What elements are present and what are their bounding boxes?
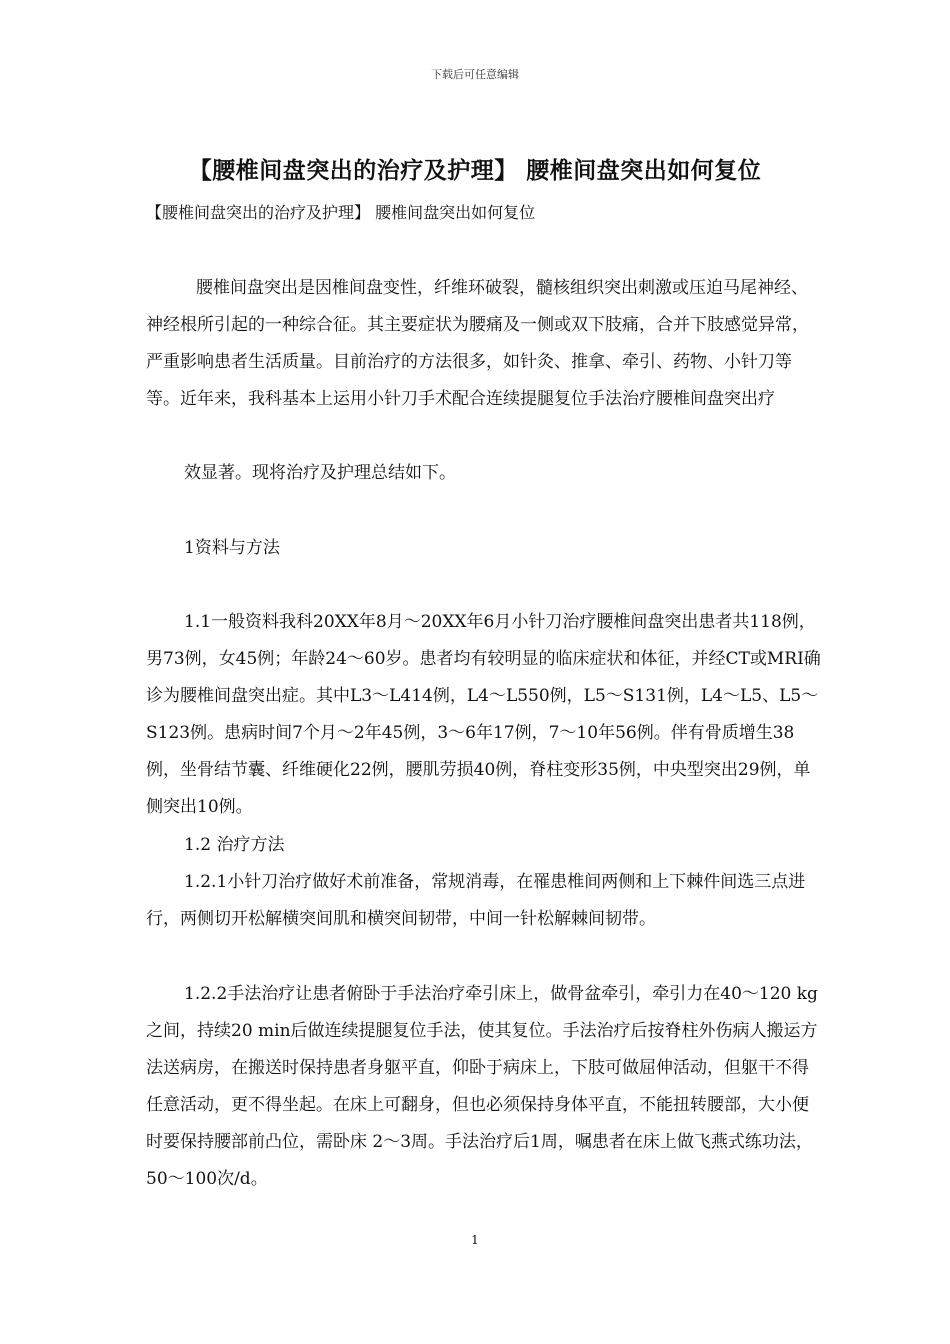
section-1-1-text: 1.1一般资料我科20XX年8月～20XX年6月小针刀治疗腰椎间盘突出患者共118例，男73例，女45例；年龄24～60岁。患者均有较明显的临床症状和体征，并经CT或MRI确诊为腰椎间盘突出症。其中L3～L414例，L4～L550例，L5～S131例，L4～L5、L5～S123例。患病时间7个月～2年45例，3～6年17例，7～10年56例。伴有骨质增生38例，坐骨结节囊、纤维硬化22例，腰肌劳损40例，脊柱变形35例，中央型突出29例，单侧突出10例。 <box>146 612 821 817</box>
section-1-1 <box>146 604 822 826</box>
header-note: 下载后可任意编辑 <box>431 68 519 81</box>
section-1-2-1-text: 1.2.1小针刀治疗做好术前准备，常规消毒，在罹患椎间两侧和上下棘件间选三点进行，两侧切开松解横突间肌和横突间韧带，中间一针松解棘间韧带。 <box>146 872 806 929</box>
page-number: 1 <box>471 1233 479 1247</box>
page-title: 【腰椎间盘突出的治疗及护理】 腰椎间盘突出如何复位 <box>188 158 762 184</box>
intro-text: 腰椎间盘突出是因椎间盘变性，纤维环破裂，髓核组织突出刺激或压迫马尾神经、神经根所引起的一种综合征。其主要症状为腰痛及一侧或双下肢痛，合并下肢感觉异常，严重影响患者生活质量。目前治疗的方法很多，如针灸、推拿、牵引、药物、小针刀等等。近年来，我科基本上运用小针刀手术配合连续提腿复位手法治疗腰椎间盘突出疗 <box>146 278 809 409</box>
section-1-2-2-text: 1.2.2手法治疗让患者俯卧于手法治疗牵引床上，做骨盆牵引，牵引力在40～120 kg之间，持续20 min后做连续提腿复位手法，使其复位。手法治疗后按脊柱外伤病人搬运方法送病房，在搬送时保持患者身躯平直，仰卧于病床上，下肢可做屈伸活动，但躯干不得任意活动，更不得坐起。在床上可翻身，但也必须保持身体平直，不能扭转腰部，大小便时要保持腰部前凸位，需卧床 2～3周。手法治疗后1周，嘱患者在床上做飞燕式练功法，50～100次/d。 <box>146 984 818 1189</box>
section-1-2-1 <box>146 864 822 938</box>
section-heading-1 <box>146 530 822 567</box>
intro-continuation-text: 效显著。现将治疗及护理总结如下。 <box>184 463 456 483</box>
intro-continuation <box>146 455 822 492</box>
section-heading-1-text: 1资料与方法 <box>184 538 280 558</box>
subtitle: 【腰椎间盘突出的治疗及护理】 腰椎间盘突出如何复位 <box>146 203 536 222</box>
intro-paragraph <box>146 270 822 418</box>
section-heading-1-2-text: 1.2 治疗方法 <box>184 835 285 855</box>
section-1-2-2 <box>146 976 822 1198</box>
section-heading-1-2 <box>146 827 822 864</box>
